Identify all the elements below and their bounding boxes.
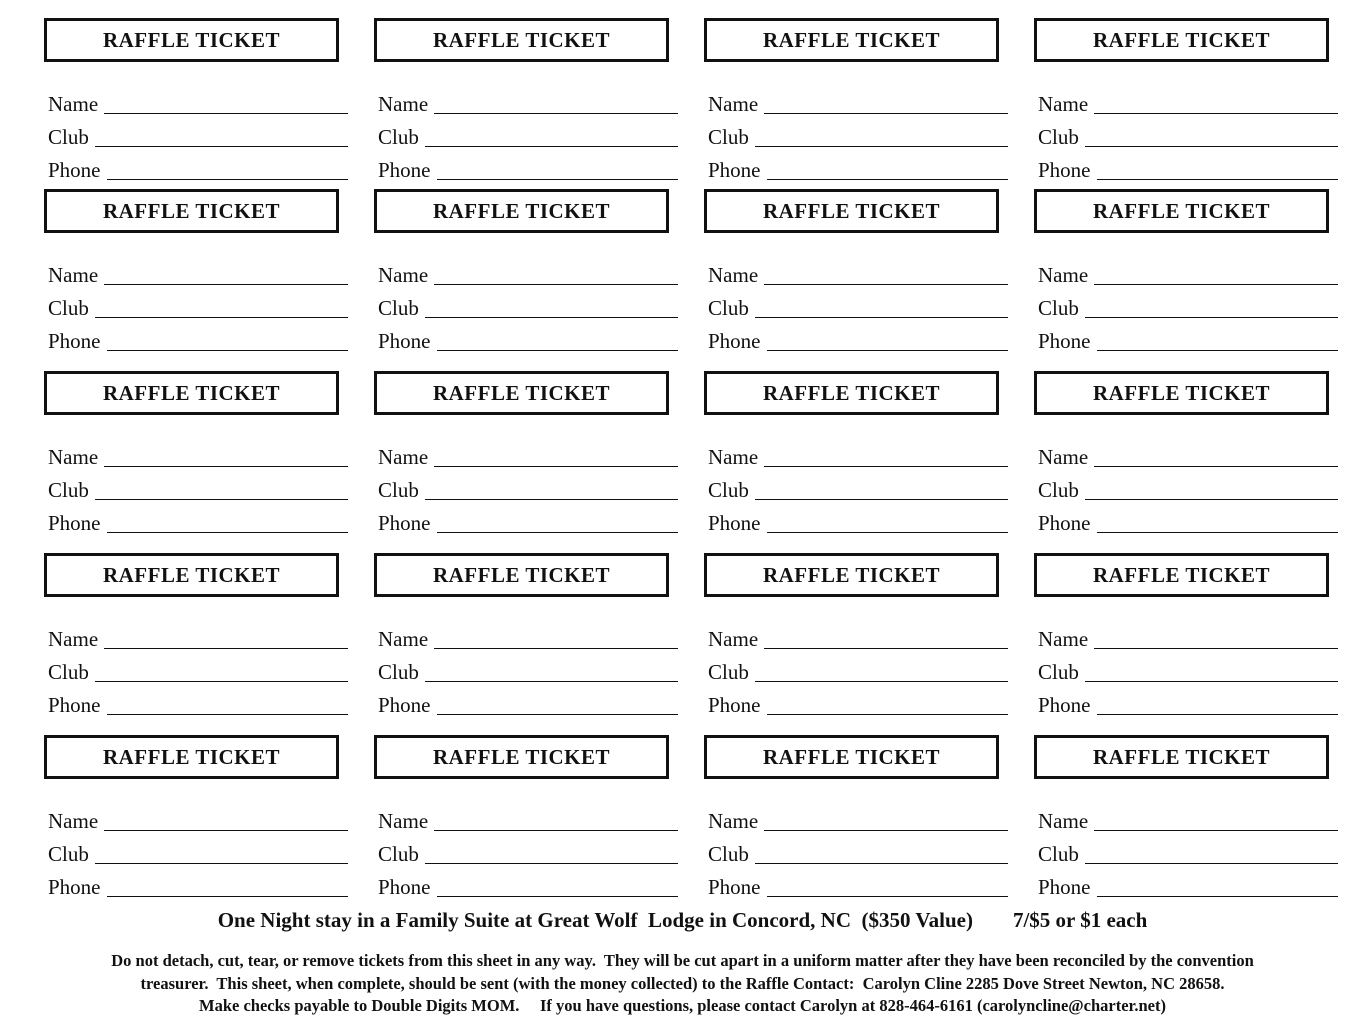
name-write-line[interactable] [764,93,1008,114]
club-label: Club [48,660,89,684]
ticket-title: RAFFLE TICKET [44,18,339,62]
ticket-title: RAFFLE TICKET [1034,735,1329,779]
name-write-line[interactable] [764,264,1008,285]
phone-label: Phone [708,511,761,535]
club-write-line[interactable] [1085,843,1338,864]
club-label: Club [1038,296,1079,320]
name-field[interactable] [708,260,1008,286]
phone-field[interactable] [378,155,678,181]
club-write-line[interactable] [755,661,1008,682]
club-field[interactable] [708,293,1008,319]
phone-write-line[interactable] [437,876,679,897]
phone-write-line[interactable] [767,330,1009,351]
club-label: Club [1038,842,1079,866]
name-write-line[interactable] [434,93,678,114]
name-label: Name [708,809,759,833]
name-field[interactable] [1038,442,1338,468]
ticket-title: RAFFLE TICKET [374,371,669,415]
phone-write-line[interactable] [767,694,1009,715]
club-label: Club [48,478,89,502]
name-label: Name [1038,263,1089,287]
phone-label: Phone [48,693,101,717]
club-write-line[interactable] [1085,661,1338,682]
phone-write-line[interactable] [107,694,349,715]
phone-label: Phone [48,329,101,353]
phone-write-line[interactable] [1097,512,1339,533]
club-write-line[interactable] [425,479,678,500]
name-label: Name [48,627,99,651]
name-write-line[interactable] [104,93,348,114]
name-field[interactable] [708,806,1008,832]
name-write-line[interactable] [764,810,1008,831]
name-label: Name [378,92,429,116]
phone-field[interactable] [708,155,1008,181]
ticket-title: RAFFLE TICKET [704,189,999,233]
phone-field[interactable] [378,326,678,352]
name-label: Name [378,263,429,287]
phone-write-line[interactable] [107,512,349,533]
name-field[interactable] [1038,624,1338,650]
name-write-line[interactable] [1094,264,1338,285]
phone-field[interactable] [1038,326,1338,352]
club-write-line[interactable] [95,297,348,318]
ticket-title: RAFFLE TICKET [44,553,339,597]
club-label: Club [708,842,749,866]
club-label: Club [48,842,89,866]
ticket-title: RAFFLE TICKET [374,18,669,62]
phone-label: Phone [1038,511,1091,535]
club-write-line[interactable] [95,479,348,500]
ticket-title: RAFFLE TICKET [704,735,999,779]
club-write-line[interactable] [755,479,1008,500]
club-field[interactable] [378,122,678,148]
name-field[interactable] [378,806,678,832]
name-field[interactable] [378,260,678,286]
club-field[interactable] [1038,293,1338,319]
name-field[interactable] [48,442,348,468]
club-write-line[interactable] [425,843,678,864]
club-field[interactable] [378,475,678,501]
instructions-line-1: Do not detach, cut, tear, or remove tickets from this sheet in any way. They will be cut apart in a uniform matter after they have been reconciled by the convention [111,951,1254,970]
phone-label: Phone [378,693,431,717]
phone-field[interactable] [48,872,348,898]
club-field[interactable] [48,293,348,319]
name-label: Name [48,445,99,469]
club-field[interactable] [48,657,348,683]
phone-field[interactable] [1038,508,1338,534]
name-field[interactable] [48,806,348,832]
club-write-line[interactable] [1085,126,1338,147]
phone-field[interactable] [378,508,678,534]
club-field[interactable] [378,839,678,865]
name-field[interactable] [1038,89,1338,115]
name-write-line[interactable] [104,810,348,831]
name-label: Name [1038,92,1089,116]
name-label: Name [708,263,759,287]
phone-field[interactable] [378,872,678,898]
phone-label: Phone [378,329,431,353]
phone-label: Phone [1038,875,1091,899]
club-write-line[interactable] [425,297,678,318]
name-label: Name [378,809,429,833]
name-label: Name [378,445,429,469]
phone-field[interactable] [48,690,348,716]
club-write-line[interactable] [425,126,678,147]
club-label: Club [48,125,89,149]
phone-write-line[interactable] [437,512,679,533]
phone-write-line[interactable] [437,159,679,180]
ticket-price: 7/$5 or $1 each [1012,908,1148,932]
name-write-line[interactable] [104,264,348,285]
phone-label: Phone [378,158,431,182]
phone-label: Phone [378,875,431,899]
name-field[interactable] [1038,260,1338,286]
ticket-title: RAFFLE TICKET [1034,18,1329,62]
club-label: Club [708,660,749,684]
name-field[interactable] [708,89,1008,115]
name-field[interactable] [48,260,348,286]
phone-write-line[interactable] [767,512,1009,533]
club-write-line[interactable] [95,126,348,147]
club-label: Club [708,125,749,149]
ticket-title: RAFFLE TICKET [44,189,339,233]
name-label: Name [708,445,759,469]
name-write-line[interactable] [434,810,678,831]
club-field[interactable] [1038,122,1338,148]
club-write-line[interactable] [425,661,678,682]
phone-write-line[interactable] [767,159,1009,180]
phone-write-line[interactable] [1097,330,1339,351]
ticket-title: RAFFLE TICKET [704,553,999,597]
name-label: Name [1038,627,1089,651]
phone-label: Phone [708,875,761,899]
club-field[interactable] [378,657,678,683]
phone-label: Phone [708,329,761,353]
club-label: Club [378,660,419,684]
phone-write-line[interactable] [107,159,349,180]
name-label: Name [708,627,759,651]
ticket-title: RAFFLE TICKET [1034,553,1329,597]
club-label: Club [378,842,419,866]
name-write-line[interactable] [1094,446,1338,467]
ticket-title: RAFFLE TICKET [44,735,339,779]
ticket-title: RAFFLE TICKET [374,553,669,597]
club-label: Club [1038,478,1079,502]
phone-write-line[interactable] [107,876,349,897]
phone-write-line[interactable] [437,330,679,351]
club-field[interactable] [708,657,1008,683]
name-write-line[interactable] [104,628,348,649]
name-label: Name [1038,445,1089,469]
club-write-line[interactable] [1085,479,1338,500]
name-field[interactable] [708,442,1008,468]
club-field[interactable] [708,839,1008,865]
name-field[interactable] [48,624,348,650]
phone-field[interactable] [1038,872,1338,898]
club-field[interactable] [708,475,1008,501]
phone-field[interactable] [48,155,348,181]
club-field[interactable] [1038,657,1338,683]
phone-field[interactable] [378,690,678,716]
instructions-line-2: treasurer. This sheet, when complete, should be sent (with the money collected) to the Raffle Contact: Carolyn Cline 2285 Dove Street Newton, NC 28658. [140,973,1225,993]
phone-write-line[interactable] [437,694,679,715]
name-label: Name [48,92,99,116]
phone-write-line[interactable] [767,876,1009,897]
ticket-title: RAFFLE TICKET [44,371,339,415]
phone-field[interactable] [1038,690,1338,716]
club-label: Club [1038,125,1079,149]
prize-line [0,908,1365,933]
club-label: Club [378,125,419,149]
name-field[interactable] [48,89,348,115]
name-write-line[interactable] [104,446,348,467]
club-label: Club [708,478,749,502]
instructions-line-3: Make checks payable to Double Digits MOM. If you have questions, please contact Carolyn at 828-464-6161 (carolyncline@charter.net) [199,996,1166,1015]
name-label: Name [1038,809,1089,833]
phone-write-line[interactable] [1097,876,1339,897]
club-write-line[interactable] [1085,297,1338,318]
phone-label: Phone [1038,693,1091,717]
name-label: Name [48,809,99,833]
club-field[interactable] [48,122,348,148]
ticket-title: RAFFLE TICKET [704,371,999,415]
instructions [0,950,1365,1018]
club-label: Club [378,296,419,320]
club-label: Club [708,296,749,320]
club-write-line[interactable] [755,297,1008,318]
phone-field[interactable] [48,326,348,352]
phone-label: Phone [708,158,761,182]
prize-description: One Night stay in a Family Suite at Great Wolf Lodge in Concord, NC ($350 Value) [217,908,973,932]
name-write-line[interactable] [434,446,678,467]
name-label: Name [378,627,429,651]
name-label: Name [708,92,759,116]
ticket-title: RAFFLE TICKET [1034,189,1329,233]
phone-field[interactable] [48,508,348,534]
name-field[interactable] [1038,806,1338,832]
phone-label: Phone [1038,329,1091,353]
club-write-line[interactable] [95,661,348,682]
name-field[interactable] [708,624,1008,650]
club-field[interactable] [48,475,348,501]
club-write-line[interactable] [755,126,1008,147]
club-label: Club [48,296,89,320]
club-field[interactable] [1038,475,1338,501]
club-field[interactable] [708,122,1008,148]
name-write-line[interactable] [1094,810,1338,831]
ticket-title: RAFFLE TICKET [1034,371,1329,415]
name-write-line[interactable] [764,446,1008,467]
club-field[interactable] [1038,839,1338,865]
club-label: Club [1038,660,1079,684]
phone-field[interactable] [708,872,1008,898]
ticket-title: RAFFLE TICKET [704,18,999,62]
phone-label: Phone [708,693,761,717]
name-write-line[interactable] [1094,628,1338,649]
phone-label: Phone [378,511,431,535]
phone-label: Phone [48,511,101,535]
phone-write-line[interactable] [1097,159,1339,180]
club-write-line[interactable] [755,843,1008,864]
phone-label: Phone [48,875,101,899]
name-write-line[interactable] [1094,93,1338,114]
name-write-line[interactable] [434,264,678,285]
name-write-line[interactable] [434,628,678,649]
club-field[interactable] [48,839,348,865]
ticket-title: RAFFLE TICKET [374,735,669,779]
phone-write-line[interactable] [107,330,349,351]
ticket-title: RAFFLE TICKET [374,189,669,233]
club-field[interactable] [378,293,678,319]
phone-write-line[interactable] [1097,694,1339,715]
name-write-line[interactable] [764,628,1008,649]
phone-field[interactable] [708,508,1008,534]
phone-field[interactable] [708,326,1008,352]
phone-field[interactable] [1038,155,1338,181]
name-label: Name [48,263,99,287]
name-field[interactable] [378,442,678,468]
phone-field[interactable] [708,690,1008,716]
phone-label: Phone [1038,158,1091,182]
club-write-line[interactable] [95,843,348,864]
name-field[interactable] [378,89,678,115]
name-field[interactable] [378,624,678,650]
phone-label: Phone [48,158,101,182]
club-label: Club [378,478,419,502]
